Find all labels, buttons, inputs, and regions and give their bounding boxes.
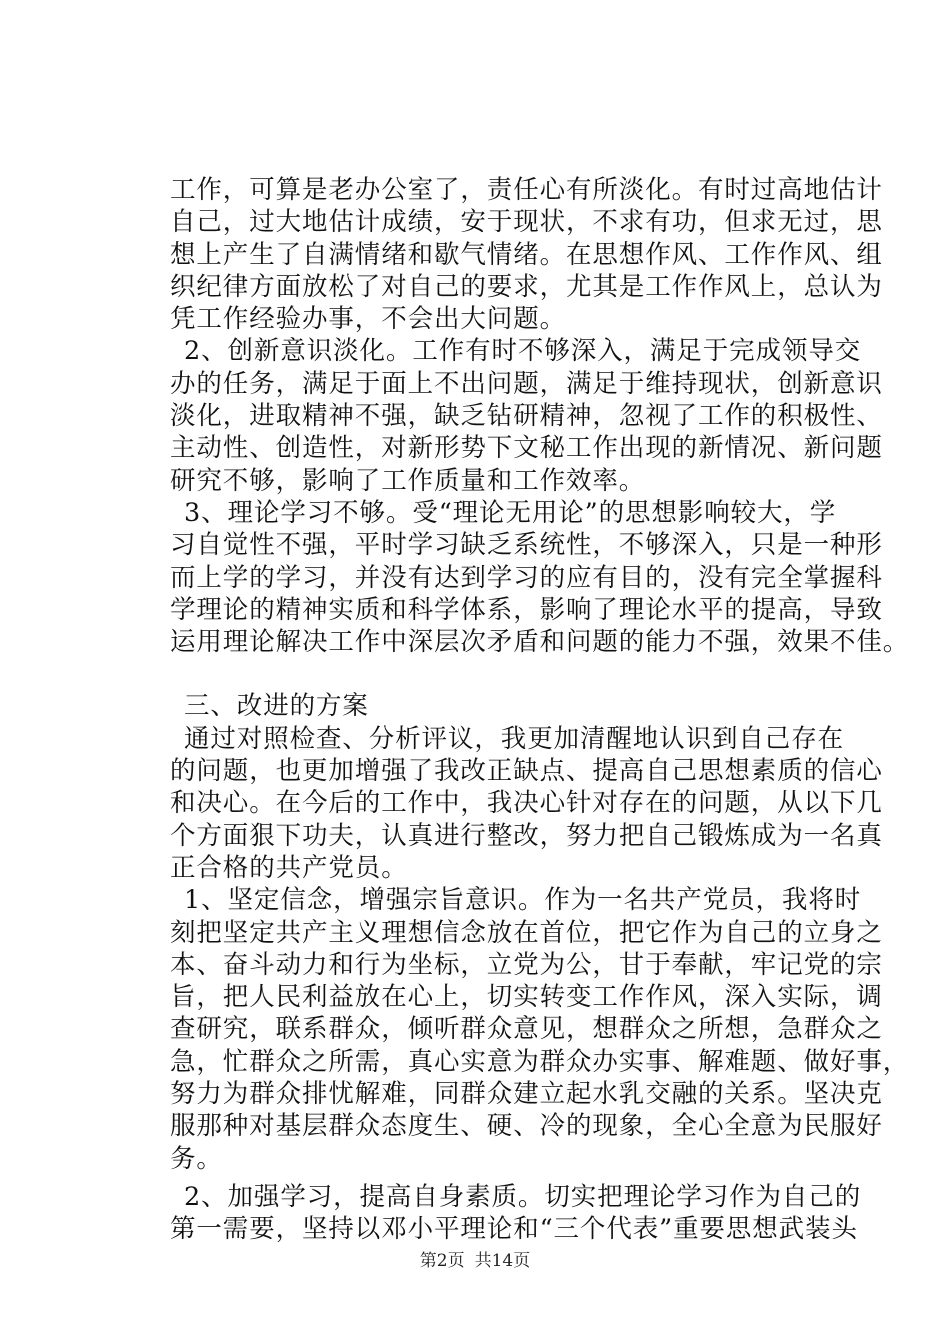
document-body <box>170 174 910 1246</box>
text-line: 想上产生了自满情绪和歇气情绪。在思想作风、工作作风、组 <box>170 239 883 270</box>
text-line: 务。 <box>170 1143 223 1174</box>
paragraph-section-intro <box>170 723 883 884</box>
text-line: 第一需要，坚持以邓小平理论和“三个代表”重要思想武装头 <box>170 1214 858 1245</box>
text-line: 习自觉性不强，平时学习缺乏系统性，不够深入，只是一种形 <box>170 530 883 561</box>
text-line: 和决心。在今后的工作中，我决心针对存在的问题，从以下几 <box>170 788 883 819</box>
section-heading-text: 三、改进的方案 <box>184 691 369 722</box>
text-line: 1、坚定信念，增强宗旨意识。作为一名共产党员，我将时 <box>184 885 862 916</box>
text-line: 织纪律方面放松了对自己的要求，尤其是工作作风上，总认为 <box>170 271 883 302</box>
page-total: 共14页 <box>474 1251 531 1271</box>
text-line: 办的任务，满足于面上不出问题，满足于维持现状，创新意识 <box>170 368 883 399</box>
paragraph-improve-2 <box>170 1181 862 1246</box>
text-line: 正合格的共产党员。 <box>170 852 408 883</box>
text-line: 2、创新意识淡化。工作有时不够深入，满足于完成领导交 <box>184 336 862 367</box>
text-line: 刻把坚定共产主义理想信念放在首位，把它作为自己的立身之 <box>170 917 883 948</box>
paragraph-point-3 <box>170 497 910 658</box>
page-footer <box>0 1246 950 1271</box>
text-line: 学理论的精神实质和科学体系，影响了理论水平的提高，导致 <box>170 594 883 625</box>
text-line: 2、加强学习，提高自身素质。切实把理论学习作为自己的 <box>184 1181 862 1212</box>
paragraph-continuation <box>170 174 883 335</box>
text-line: 运用理论解决工作中深层次矛盾和问题的能力不强，效果不佳。 <box>170 627 910 658</box>
text-line: 查研究，联系群众，倾听群众意见，想群众之所想，急群众之 <box>170 1014 883 1045</box>
paragraph-improve-1 <box>170 884 910 1175</box>
text-line: 主动性、创造性，对新形势下文秘工作出现的新情况、新问题 <box>170 433 883 464</box>
text-line: 而上学的学习，并没有达到学习的应有目的，没有完全掌握科 <box>170 562 883 593</box>
text-line: 研究不够，影响了工作质量和工作效率。 <box>170 465 646 496</box>
text-line: 努力为群众排忧解难，同群众建立起水乳交融的关系。坚决克 <box>170 1079 883 1110</box>
page-number: 第2页 <box>419 1251 465 1271</box>
paragraph-gap <box>170 658 850 690</box>
text-line: 工作，可算是老办公室了，责任心有所淡化。有时过高地估计 <box>170 175 883 205</box>
text-line: 淡化，进取精神不强，缺乏钻研精神，忽视了工作的积极性、 <box>170 401 883 432</box>
text-line: 急，忙群众之所需，真心实意为群众办实事、解难题、做好事， <box>170 1046 910 1077</box>
text-line: 通过对照检查、分析评议，我更加清醒地认识到自己存在 <box>184 723 845 754</box>
text-line: 的问题，也更加增强了我改正缺点、提高自己思想素质的信心 <box>170 756 883 787</box>
text-line: 本、奋斗动力和行为坐标，立党为公，甘于奉献，牢记党的宗 <box>170 949 883 980</box>
section-heading <box>170 690 850 722</box>
text-line: 服那种对基层群众态度生、硬、冷的现象，全心全意为民服好 <box>170 1111 883 1142</box>
text-line: 自己，过大地估计成绩，安于现状，不求有功，但求无过，思 <box>170 207 883 238</box>
text-line: 个方面狠下功夫，认真进行整改，努力把自己锻炼成为一名真 <box>170 820 883 851</box>
text-line: 凭工作经验办事，不会出大问题。 <box>170 304 567 335</box>
paragraph-point-2 <box>170 335 883 496</box>
text-line: 3、理论学习不够。受“理论无用论”的思想影响较大，学 <box>184 497 837 528</box>
text-line: 旨，把人民利益放在心上，切实转变工作作风，深入实际，调 <box>170 982 883 1013</box>
